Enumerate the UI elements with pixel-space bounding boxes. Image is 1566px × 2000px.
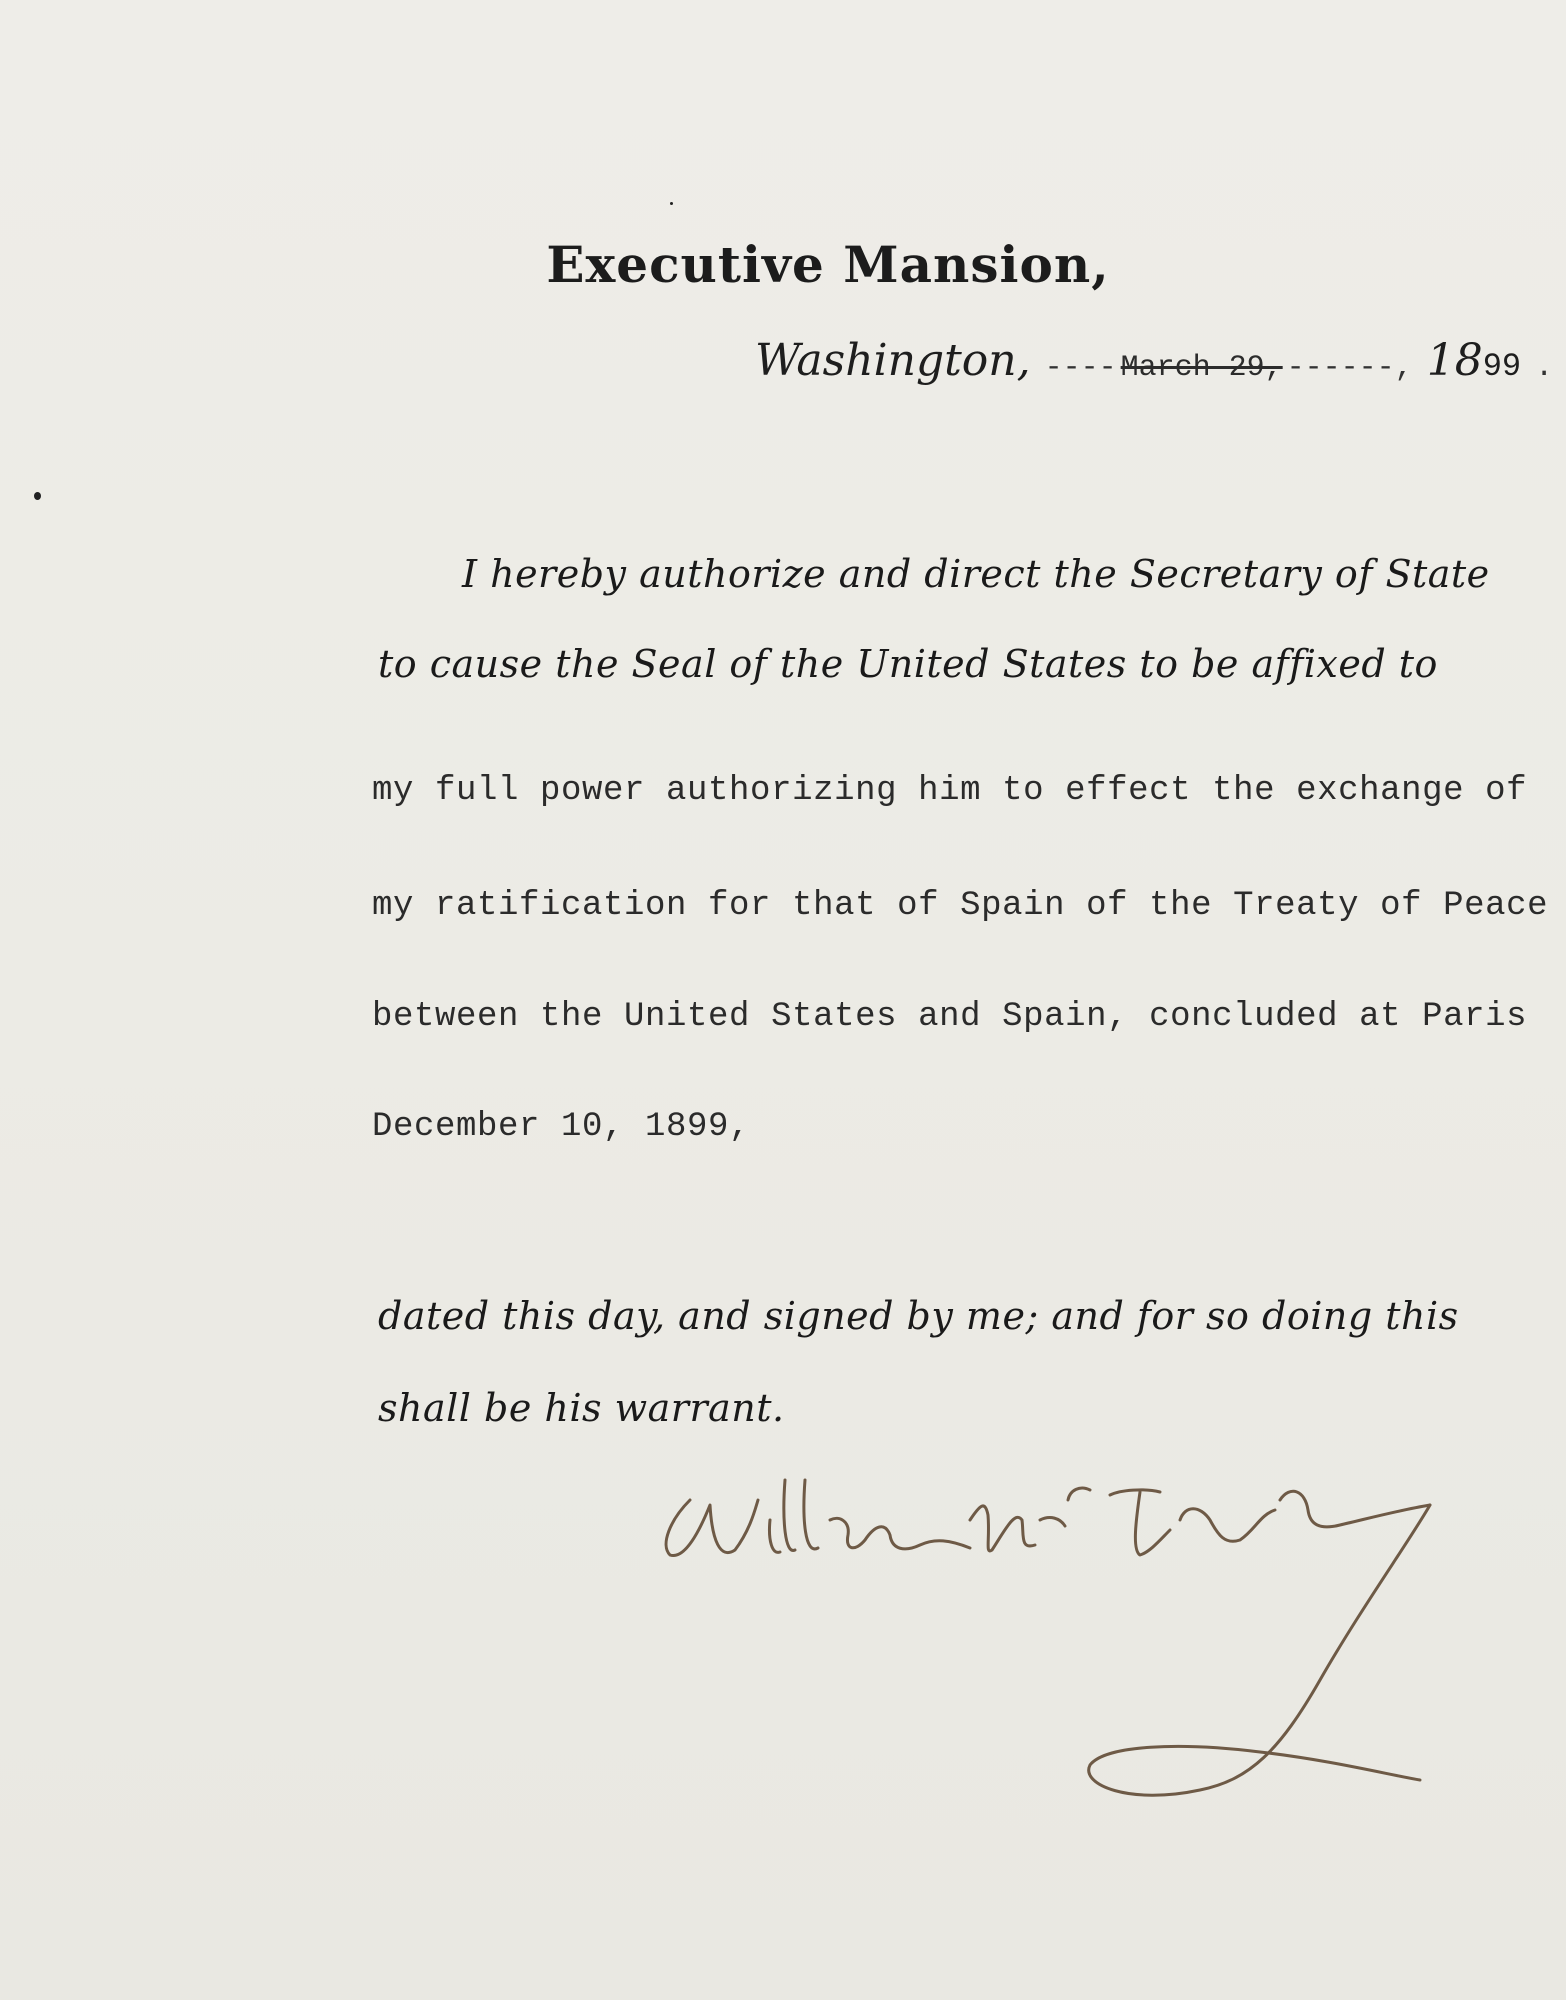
dateline-rule: ------, <box>1286 351 1413 385</box>
body-script-line: I hereby authorize and direct the Secretary of State <box>462 552 1490 596</box>
dateline <box>755 335 1553 386</box>
dateline-period: . <box>1535 351 1554 385</box>
closing-script-line: dated this day, and signed by me; and for so doing this <box>378 1294 1459 1338</box>
dateline-rule: ---- <box>1044 351 1117 385</box>
letterhead <box>0 235 1566 294</box>
body-typed-line: between the United States and Spain, concluded at Paris <box>372 998 1528 1036</box>
body-script-line: to cause the Seal of the United States to be affixed to <box>378 642 1438 686</box>
ink-speck <box>670 202 673 205</box>
body-typed-line: December 10, 1899, <box>372 1108 751 1146</box>
ink-speck <box>34 492 41 500</box>
closing-script-line: shall be his warrant. <box>378 1386 785 1430</box>
letterhead-title: Executive Mansion, <box>546 235 1110 294</box>
signature <box>640 1460 1480 1820</box>
body-typed-line: my full power authorizing him to effect the exchange of <box>372 772 1528 810</box>
dateline-year-suffix: 99 <box>1482 348 1522 385</box>
dateline-place: Washington, <box>755 335 1031 386</box>
dateline-date: March 29, <box>1120 351 1283 385</box>
body-typed-line: my ratification for that of Spain of the Treaty of Peace <box>372 887 1549 925</box>
dateline-year-prefix: 18 <box>1426 335 1483 386</box>
